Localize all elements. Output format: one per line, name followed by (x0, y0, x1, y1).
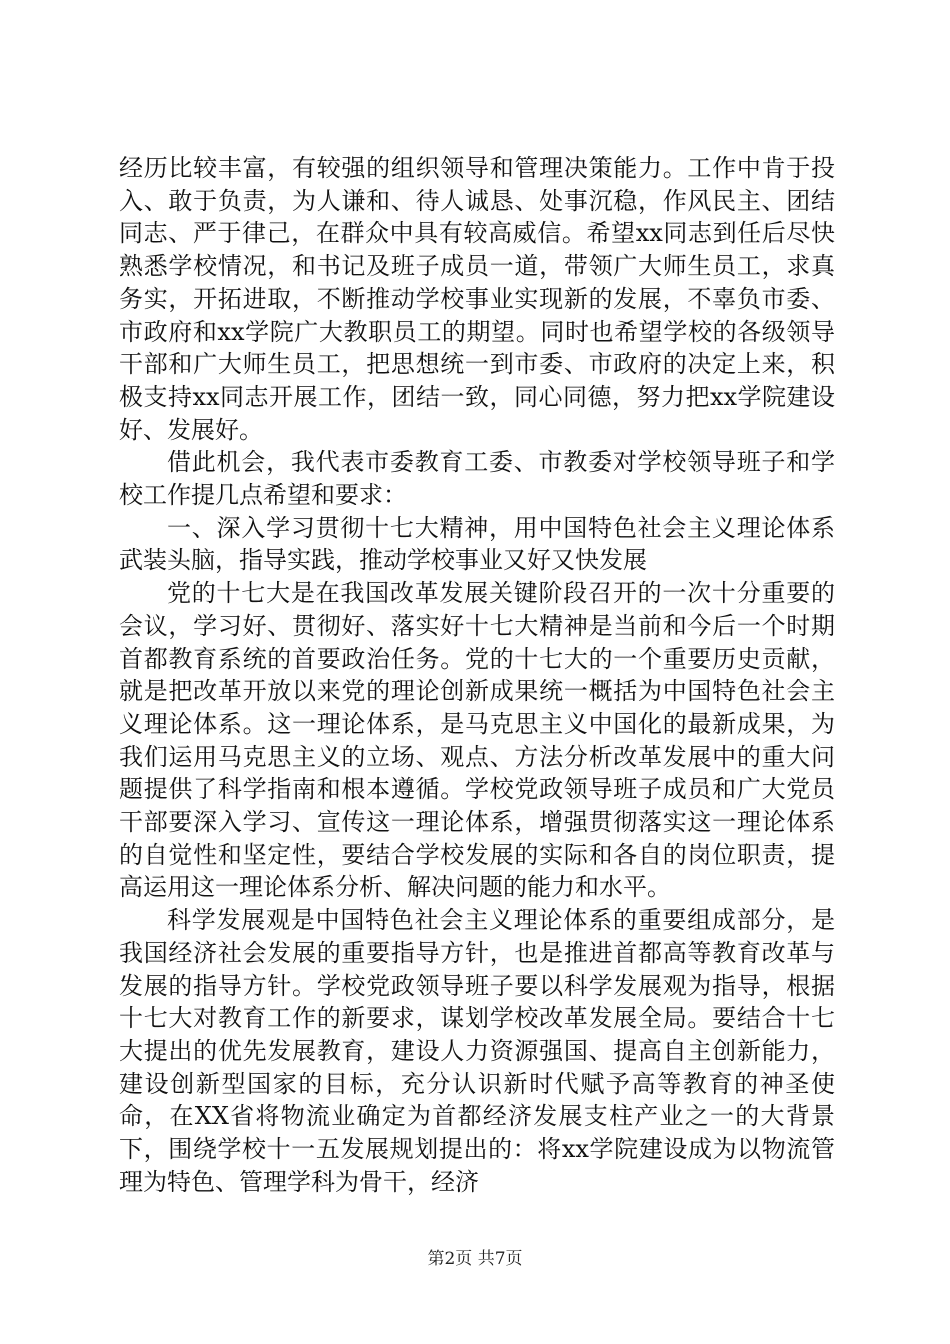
paragraph-continuation: 经历比较丰富，有较强的组织领导和管理决策能力。工作中肯于投入、敢于负责，为人谦和、待人诚恳、处事沉稳，作风民主、团结同志、严于律己，在群众中具有较高威信。希望xx同志到任后尽快熟悉学校情况，和书记及班子成员一道，带领广大师生员工，求真务实，开拓进取，不断推动学校事业实现新的发展，不辜负市委、市政府和xx学院广大教职员工的期望。同时也希望学校的各级领导干部和广大师生员工，把思想统一到市委、市政府的决定上来，积极支持xx同志开展工作，团结一致，同心同德，努力把xx学院建设好、发展好。 (119, 154, 835, 444)
page-number-footer: 第2页 共7页 (427, 1249, 523, 1269)
paragraph-seventeenth-congress: 党的十七大是在我国改革发展关键阶段召开的一次十分重要的会议，学习好、贯彻好、落实好十七大精神是当前和今后一个时期首都教育系统的首要政治任务。党的十七大的一个重要历史贡献，就是把改革开放以来党的理论创新成果统一概括为中国特色社会主义理论体系。这一理论体系，是马克思主义中国化的最新成果，为我们运用马克思主义的立场、观点、方法分析改革发展中的重大问题提供了科学指南和根本遵循。学校党政领导班子成员和广大党员干部要深入学习、宣传这一理论体系，增强贯彻落实这一理论体系的自觉性和坚定性，要结合学校发展的实际和各自的岗位职责，提高运用这一理论体系分析、解决问题的能力和水平。 (119, 579, 835, 902)
document-body (119, 152, 835, 1199)
section-heading-one: 一、深入学习贯彻十七大精神，用中国特色社会主义理论体系武装头脑，指导实践，推动学校事业又好又快发展 (119, 513, 835, 575)
paragraph-intro-requests: 借此机会，我代表市委教育工委、市教委对学校领导班子和学校工作提几点希望和要求： (119, 448, 835, 510)
paragraph-scientific-development: 科学发展观是中国特色社会主义理论体系的重要组成部分，是我国经济社会发展的重要指导方针，也是推进首都高等教育改革与发展的指导方针。学校党政领导班子要以科学发展观为指导，根据十七大对教育工作的新要求，谋划学校改革发展全局。要结合十七大提出的优先发展教育，建设人力资源强国、提高自主创新能力，建设创新型国家的目标，充分认识新时代赋予高等教育的神圣使命，在XX省将物流业确定为首都经济发展支柱产业之一的大背景下，围绕学校十一五发展规划提出的：将xx学院建设成为以物流管理为特色、管理学科为骨干，经济 (119, 906, 835, 1196)
